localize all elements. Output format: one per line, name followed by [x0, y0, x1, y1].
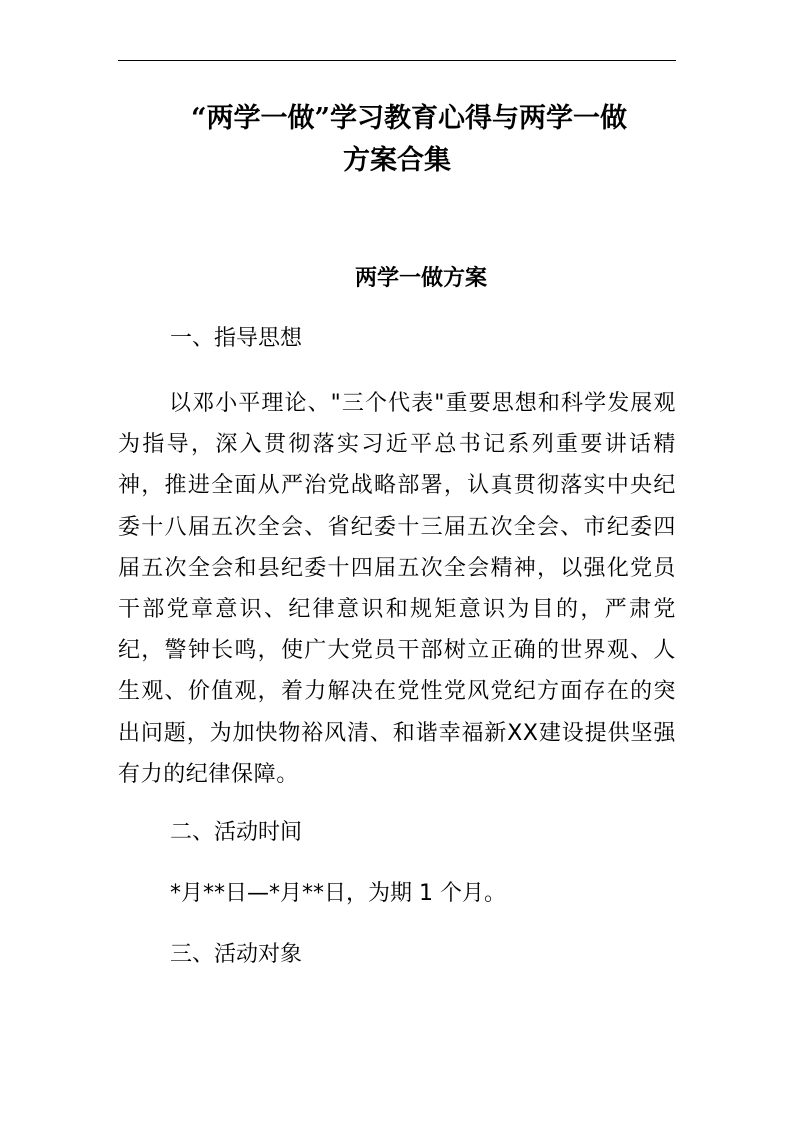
section-title: 两学一做方案: [354, 265, 487, 291]
activity-time-text: *月**日—*月**日，为期 1 个月。: [170, 881, 506, 906]
document-title: [118, 98, 676, 182]
paragraph-guiding-ideology: 以邓小平理论、"三个代表"重要思想和科学发展观为指导，深入贯彻落实习近平总书记系列重要讲话精神，推进全面从严治党战略部署，认真贯彻落实中央纪委十八届五次全会、省纪委十三届五次全会、市纪委四届五次全会和县纪委十四届五次全会精神，以强化党员干部党章意识、纪律意识和规矩意识为目的，严肃党纪，警钟长鸣，使广大党员干部树立正确的世界观、人生观、价值观，着力解决在党性党风党纪方面存在的突出问题，为加快物裕风清、和谐幸福新XX建设提供坚强有力的纪律保障。: [118, 391, 676, 787]
document-title-line-2: 方案合集: [343, 145, 451, 176]
heading-guiding-ideology: 一、指导思想: [170, 326, 303, 351]
header-rule: [118, 60, 676, 61]
heading-activity-target: 三、活动对象: [170, 942, 303, 967]
document-title-line-1: “两学一做”学习教育心得与两学一做: [190, 103, 628, 134]
heading-activity-time: 二、活动时间: [170, 820, 303, 845]
